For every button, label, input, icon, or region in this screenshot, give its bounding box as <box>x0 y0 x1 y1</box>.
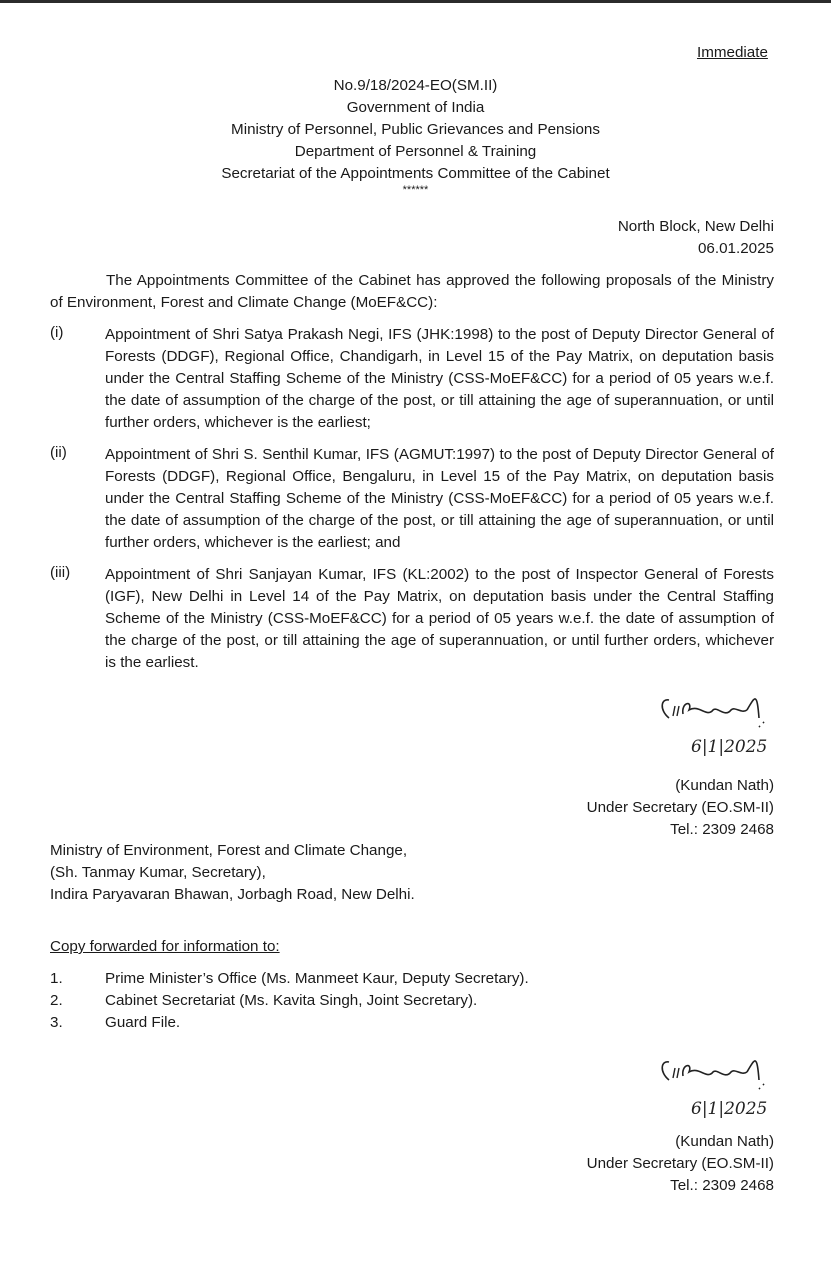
addressee-line-2: (Sh. Tanmay Kumar, Secretary), <box>50 864 266 881</box>
place: North Block, New Delhi <box>617 218 774 235</box>
addressee-line-3: Indira Paryavaran Bhawan, Jorbagh Road, New Delhi. <box>50 886 415 903</box>
priority-label: Immediate <box>697 44 768 61</box>
copy-item-text: Cabinet Secretariat (Ms. Kavita Singh, Joint Secretary). <box>105 992 478 1009</box>
signatory-designation: Under Secretary (EO.SM-II) <box>586 799 774 816</box>
department-heading: Department of Personnel & Training <box>294 143 537 160</box>
copy-item-text: Guard File. <box>105 1014 181 1031</box>
signature-image <box>655 1050 775 1122</box>
copy-forwarded-heading: Copy forwarded for information to: <box>50 938 280 955</box>
signature-image <box>655 688 775 760</box>
date: 06.01.2025 <box>697 240 774 257</box>
item-text: Appointment of Shri S. Senthil Kumar, IFS (AGMUT:1997) to the post of Deputy Director General of Forests (DDGF), Regional Office, Bengaluru, in Level 15 of the Pay Matrix, on deputation basis under the Central Staffing Scheme of the Ministry (CSS-MoEF&CC) for a period of 05 years w.e.f. the date of assumption of the charge of the post, or till attaining the age of superannuation, or until further orders, whichever is the earliest; and <box>105 446 774 551</box>
item-text: Appointment of Shri Satya Prakash Negi, IFS (JHK:1998) to the post of Deputy Director General of Forests (DDGF), Regional Office, Chandigarh, in Level 15 of the Pay Matrix, on deputation basis under the Central Staffing Scheme of the Ministry (CSS-MoEF&CC) for a period of 05 years w.e.f. the date of assumption of the charge of the post, or till attaining the age of superannuation, or until further orders, whichever is the earliest; <box>105 326 774 431</box>
secretariat-heading: Secretariat of the Appointments Committee of the Cabinet <box>221 165 610 182</box>
signature-date: 6|1|2025 <box>691 1099 768 1119</box>
item-number: (iii) <box>50 564 71 581</box>
item-number: (ii) <box>50 444 67 461</box>
signature-date: 6|1|2025 <box>691 737 768 757</box>
signatory-telephone: Tel.: 2309 2468 <box>670 821 774 838</box>
signatory-name: (Kundan Nath) <box>675 777 774 794</box>
signatory-designation: Under Secretary (EO.SM-II) <box>586 1155 774 1172</box>
addressee-line-1: Ministry of Environment, Forest and Climate Change, <box>50 842 408 859</box>
intro-paragraph: The Appointments Committee of the Cabinet has approved the following proposals of the Ministry of Environment, Forest and Climate Change (MoEF&CC): <box>50 272 774 311</box>
top-border-line <box>0 0 831 3</box>
government-heading: Government of India <box>346 99 485 116</box>
signatory-telephone: Tel.: 2309 2468 <box>670 1177 774 1194</box>
copy-item-text: Prime Minister’s Office (Ms. Manmeet Kaur, Deputy Secretary). <box>105 970 529 987</box>
item-text: Appointment of Shri Sanjayan Kumar, IFS (KL:2002) to the post of Inspector General of Forests (IGF), New Delhi in Level 14 of the Pay Matrix, on deputation basis under the Central Staffing Scheme of the Ministry (CSS-MoEF&CC) for a period of 05 years w.e.f. the date of assumption of the charge of the post, or till attaining the age of superannuation, or until further orders, whichever is the earliest. <box>105 566 774 671</box>
ministry-heading: Ministry of Personnel, Public Grievances and Pensions <box>231 121 600 138</box>
copy-item-number: 1. <box>50 970 63 987</box>
signatory-name: (Kundan Nath) <box>675 1133 774 1150</box>
copy-item-number: 3. <box>50 1014 63 1031</box>
separator-stars: ****** <box>402 184 429 196</box>
file-number: No.9/18/2024-EO(SM.II) <box>333 77 498 94</box>
item-number: (i) <box>50 324 64 341</box>
copy-item-number: 2. <box>50 992 63 1009</box>
